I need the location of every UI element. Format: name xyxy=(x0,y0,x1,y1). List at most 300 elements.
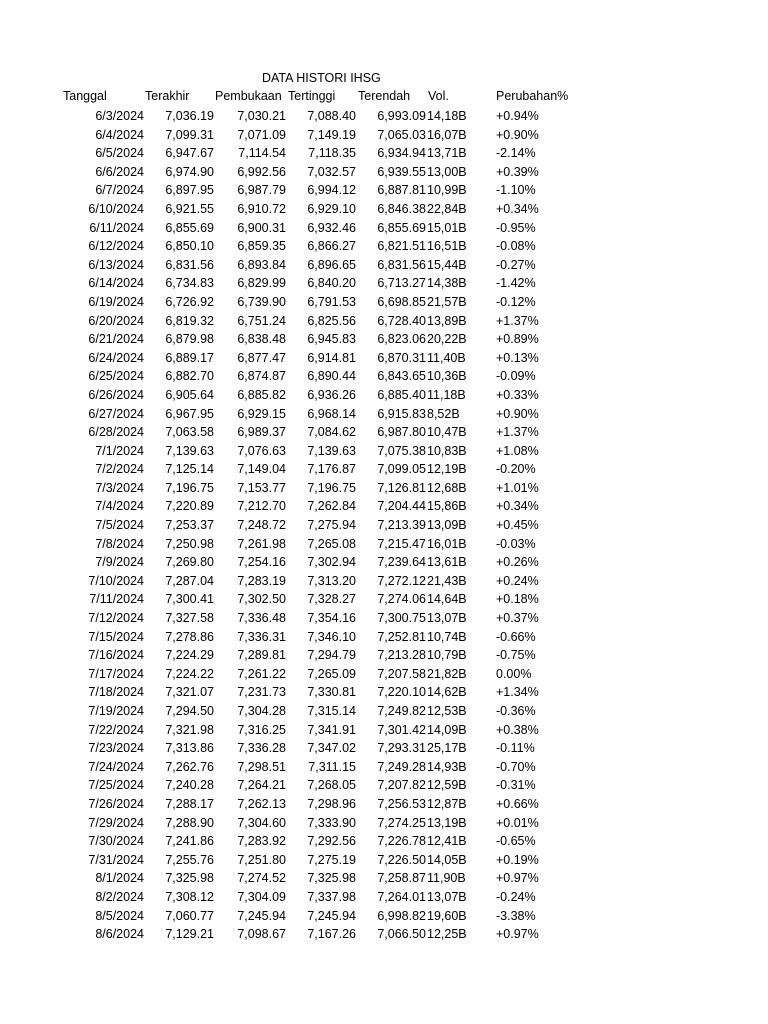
change-cell: +0.97% xyxy=(496,871,539,886)
volume-cell: 16,01B xyxy=(427,536,467,551)
last-cell: 7,255.76 xyxy=(165,852,214,867)
last-cell: 7,250.98 xyxy=(165,536,214,551)
page-title: DATA HISTORI IHSG xyxy=(262,71,381,85)
date-cell: 7/8/2024 xyxy=(95,536,144,551)
last-cell: 7,300.41 xyxy=(165,592,214,607)
date-cell: 8/6/2024 xyxy=(95,927,144,942)
table-row xyxy=(0,907,768,926)
volume-cell: 15,86B xyxy=(427,499,467,514)
table-row xyxy=(0,107,768,126)
open-cell: 6,987.79 xyxy=(237,183,286,198)
change-cell: -0.31% xyxy=(496,778,536,793)
change-cell: -2.14% xyxy=(496,146,536,161)
table-row xyxy=(0,312,768,331)
low-cell: 7,204.44 xyxy=(377,499,426,514)
volume-cell: 25,17B xyxy=(427,741,467,756)
date-cell: 8/1/2024 xyxy=(95,871,144,886)
low-cell: 7,264.01 xyxy=(377,889,426,904)
change-cell: +0.90% xyxy=(496,127,539,142)
high-cell: 6,929.10 xyxy=(307,201,356,216)
last-cell: 7,327.58 xyxy=(165,611,214,626)
date-cell: 7/22/2024 xyxy=(88,722,144,737)
table-row xyxy=(0,739,768,758)
volume-cell: 20,22B xyxy=(427,332,467,347)
change-cell: +0.94% xyxy=(496,109,539,123)
high-cell: 7,311.15 xyxy=(308,759,356,774)
volume-cell: 10,99B xyxy=(427,183,467,198)
volume-cell: 14,18B xyxy=(427,109,467,123)
volume-cell: 10,74B xyxy=(427,629,467,644)
last-cell: 7,278.86 xyxy=(165,629,214,644)
low-cell: 6,870.31 xyxy=(377,350,426,365)
last-cell: 7,125.14 xyxy=(165,462,214,477)
table-row xyxy=(0,814,768,833)
change-cell: +1.08% xyxy=(496,443,539,458)
low-cell: 7,065.03 xyxy=(377,127,426,142)
table-row xyxy=(0,274,768,293)
high-cell: 6,936.26 xyxy=(307,387,356,402)
last-cell: 6,879.98 xyxy=(165,332,214,347)
volume-cell: 14,93B xyxy=(427,759,467,774)
low-cell: 6,855.69 xyxy=(377,220,426,235)
open-cell: 7,245.94 xyxy=(237,908,286,923)
header-volume: Vol. xyxy=(428,89,449,103)
open-cell: 6,885.82 xyxy=(237,387,286,402)
high-cell: 7,265.09 xyxy=(307,666,356,681)
high-cell: 6,840.20 xyxy=(307,276,356,291)
high-cell: 7,298.96 xyxy=(307,796,356,811)
date-cell: 6/13/2024 xyxy=(88,257,144,272)
high-cell: 7,328.27 xyxy=(307,592,356,607)
change-cell: +0.19% xyxy=(496,852,539,867)
last-cell: 7,063.58 xyxy=(165,425,214,440)
open-cell: 6,893.84 xyxy=(237,257,286,272)
last-cell: 7,196.75 xyxy=(165,480,214,495)
volume-cell: 13,09B xyxy=(427,518,467,533)
date-cell: 7/5/2024 xyxy=(95,518,144,533)
volume-cell: 21,82B xyxy=(427,666,467,681)
change-cell: -0.20% xyxy=(496,462,536,477)
open-cell: 6,829.99 xyxy=(237,276,286,291)
table-row xyxy=(0,293,768,312)
change-cell: -0.24% xyxy=(496,889,536,904)
low-cell: 7,207.82 xyxy=(377,778,426,793)
change-cell: +0.24% xyxy=(496,573,539,588)
low-cell: 6,993.09 xyxy=(377,109,426,123)
last-cell: 7,099.31 xyxy=(165,127,214,142)
high-cell: 7,313.20 xyxy=(307,573,356,588)
high-cell: 7,084.62 xyxy=(307,425,356,440)
table-row xyxy=(0,758,768,777)
open-cell: 7,030.21 xyxy=(237,109,286,123)
date-cell: 8/2/2024 xyxy=(95,889,144,904)
last-cell: 6,850.10 xyxy=(165,239,214,254)
last-cell: 6,734.83 xyxy=(165,276,214,291)
volume-cell: 10,47B xyxy=(427,425,467,440)
date-cell: 7/1/2024 xyxy=(95,443,144,458)
open-cell: 6,877.47 xyxy=(237,350,286,365)
high-cell: 6,945.83 xyxy=(307,332,356,347)
table-row xyxy=(0,516,768,535)
date-cell: 7/23/2024 xyxy=(88,741,144,756)
change-cell: +0.34% xyxy=(496,499,539,514)
open-cell: 7,076.63 xyxy=(237,443,286,458)
open-cell: 7,304.28 xyxy=(237,704,286,718)
date-cell: 6/7/2024 xyxy=(95,183,144,198)
last-cell: 7,313.86 xyxy=(165,741,214,756)
volume-cell: 13,00B xyxy=(427,164,467,179)
last-cell: 7,220.89 xyxy=(165,499,214,514)
last-cell: 7,288.17 xyxy=(165,796,214,811)
date-cell: 6/27/2024 xyxy=(88,406,144,421)
volume-cell: 10,36B xyxy=(427,369,467,384)
open-cell: 7,262.13 xyxy=(237,796,286,811)
date-cell: 6/3/2024 xyxy=(95,109,144,123)
high-cell: 7,330.81 xyxy=(307,685,356,700)
change-cell: +0.34% xyxy=(496,201,539,216)
open-cell: 6,929.15 xyxy=(237,406,286,421)
change-cell: 0.00% xyxy=(496,666,532,681)
change-cell: +0.13% xyxy=(496,350,539,365)
low-cell: 6,698.85 xyxy=(377,294,426,309)
change-cell: -0.11% xyxy=(496,741,535,756)
volume-cell: 21,57B xyxy=(427,294,467,309)
volume-cell: 15,44B xyxy=(427,257,467,272)
table-row xyxy=(0,479,768,498)
table-row xyxy=(0,460,768,479)
high-cell: 7,118.35 xyxy=(308,146,356,161)
date-cell: 7/3/2024 xyxy=(95,480,144,495)
high-cell: 7,354.16 xyxy=(307,611,356,626)
high-cell: 7,176.87 xyxy=(307,462,356,477)
change-cell: -0.66% xyxy=(496,629,536,644)
table-row xyxy=(0,442,768,461)
volume-cell: 8,52B xyxy=(427,406,460,421)
volume-cell: 12,87B xyxy=(427,796,467,811)
last-cell: 6,967.95 xyxy=(165,406,214,421)
table-row xyxy=(0,795,768,814)
low-cell: 7,272.12 xyxy=(377,573,426,588)
volume-cell: 12,53B xyxy=(427,704,467,718)
last-cell: 6,882.70 xyxy=(165,369,214,384)
change-cell: +0.39% xyxy=(496,164,539,179)
low-cell: 7,207.58 xyxy=(377,666,426,681)
date-cell: 7/19/2024 xyxy=(88,704,144,718)
date-cell: 7/9/2024 xyxy=(95,555,144,570)
low-cell: 6,987.80 xyxy=(377,425,426,440)
volume-cell: 13,07B xyxy=(427,889,467,904)
date-cell: 7/30/2024 xyxy=(88,834,144,849)
last-cell: 7,287.04 xyxy=(165,573,214,588)
table-row xyxy=(0,553,768,572)
volume-cell: 11,18B xyxy=(427,387,466,402)
volume-cell: 22,84B xyxy=(427,201,467,216)
last-cell: 6,819.32 xyxy=(165,313,214,328)
open-cell: 7,251.80 xyxy=(237,852,286,867)
change-cell: -0.95% xyxy=(496,220,536,235)
open-cell: 7,336.28 xyxy=(237,741,286,756)
high-cell: 7,302.94 xyxy=(307,555,356,570)
high-cell: 7,333.90 xyxy=(307,815,356,830)
change-cell: -0.09% xyxy=(496,369,536,384)
table-row xyxy=(0,590,768,609)
low-cell: 7,258.87 xyxy=(377,871,426,886)
change-cell: +1.34% xyxy=(496,685,539,700)
date-cell: 6/28/2024 xyxy=(88,425,144,440)
low-cell: 7,215.47 xyxy=(377,536,426,551)
high-cell: 7,088.40 xyxy=(307,109,356,123)
open-cell: 7,098.67 xyxy=(237,927,286,942)
last-cell: 7,060.77 xyxy=(165,908,214,923)
high-cell: 6,825.56 xyxy=(307,313,356,328)
high-cell: 7,292.56 xyxy=(307,834,356,849)
last-cell: 7,269.80 xyxy=(165,555,214,570)
date-cell: 7/11/2024 xyxy=(89,592,144,607)
volume-cell: 12,41B xyxy=(427,834,467,849)
table-row xyxy=(0,423,768,442)
open-cell: 7,316.25 xyxy=(237,722,286,737)
high-cell: 7,315.14 xyxy=(307,704,356,718)
change-cell: +0.38% xyxy=(496,722,539,737)
low-cell: 7,066.50 xyxy=(377,927,426,942)
volume-cell: 13,19B xyxy=(427,815,467,830)
volume-cell: 15,01B xyxy=(427,220,467,235)
high-cell: 7,294.79 xyxy=(307,648,356,663)
high-cell: 7,275.19 xyxy=(307,852,356,867)
high-cell: 6,896.65 xyxy=(307,257,356,272)
open-cell: 7,302.50 xyxy=(237,592,286,607)
date-cell: 7/18/2024 xyxy=(88,685,144,700)
low-cell: 7,226.50 xyxy=(377,852,426,867)
high-cell: 6,866.27 xyxy=(307,239,356,254)
table-row xyxy=(0,349,768,368)
table-row xyxy=(0,405,768,424)
volume-cell: 12,25B xyxy=(427,927,467,942)
date-cell: 7/12/2024 xyxy=(88,611,144,626)
date-cell: 7/26/2024 xyxy=(88,796,144,811)
open-cell: 7,336.31 xyxy=(237,629,286,644)
change-cell: +1.37% xyxy=(496,313,539,328)
low-cell: 6,713.27 xyxy=(377,276,426,291)
open-cell: 7,254.16 xyxy=(237,555,286,570)
header-last: Terakhir xyxy=(145,89,190,103)
last-cell: 7,321.07 xyxy=(165,685,214,700)
high-cell: 6,994.12 xyxy=(307,183,356,198)
date-cell: 8/5/2024 xyxy=(95,908,144,923)
high-cell: 6,890.44 xyxy=(307,369,356,384)
last-cell: 7,288.90 xyxy=(165,815,214,830)
open-cell: 7,336.48 xyxy=(237,611,286,626)
low-cell: 6,887.81 xyxy=(377,183,426,198)
header-change: Perubahan% xyxy=(496,89,569,103)
last-cell: 6,905.64 xyxy=(165,387,214,402)
open-cell: 6,751.24 xyxy=(237,313,286,328)
last-cell: 6,855.69 xyxy=(165,220,214,235)
open-cell: 6,739.90 xyxy=(237,294,286,309)
date-cell: 7/10/2024 xyxy=(88,573,144,588)
table-row xyxy=(0,683,768,702)
date-cell: 6/21/2024 xyxy=(88,332,144,347)
open-cell: 7,261.98 xyxy=(237,536,286,551)
change-cell: +1.37% xyxy=(496,425,539,440)
date-cell: 6/19/2024 xyxy=(88,294,144,309)
open-cell: 7,212.70 xyxy=(237,499,286,514)
date-cell: 6/26/2024 xyxy=(88,387,144,402)
table-row xyxy=(0,219,768,238)
table-row xyxy=(0,237,768,256)
open-cell: 6,874.87 xyxy=(237,369,286,384)
high-cell: 6,932.46 xyxy=(307,220,356,235)
change-cell: -0.03% xyxy=(496,536,536,551)
open-cell: 7,283.92 xyxy=(237,834,286,849)
change-cell: +0.26% xyxy=(496,555,539,570)
high-cell: 7,341.91 xyxy=(307,722,356,737)
change-cell: -1.10% xyxy=(496,183,536,198)
volume-cell: 12,19B xyxy=(427,462,467,477)
low-cell: 6,823.06 xyxy=(377,332,426,347)
volume-cell: 10,79B xyxy=(427,648,467,663)
high-cell: 7,032.57 xyxy=(307,164,356,179)
high-cell: 7,346.10 xyxy=(307,629,356,644)
open-cell: 7,114.54 xyxy=(238,146,286,161)
change-cell: -0.27% xyxy=(496,257,536,272)
table-row xyxy=(0,721,768,740)
high-cell: 7,268.05 xyxy=(307,778,356,793)
low-cell: 7,252.81 xyxy=(377,629,426,644)
open-cell: 7,071.09 xyxy=(237,127,286,142)
open-cell: 7,248.72 xyxy=(237,518,286,533)
change-cell: +0.18% xyxy=(496,592,539,607)
change-cell: -1.42% xyxy=(496,276,536,291)
low-cell: 7,213.39 xyxy=(377,518,426,533)
table-row xyxy=(0,367,768,386)
table-row xyxy=(0,665,768,684)
open-cell: 6,989.37 xyxy=(237,425,286,440)
header-low: Terendah xyxy=(358,89,411,103)
volume-cell: 14,38B xyxy=(427,276,467,291)
table-row xyxy=(0,609,768,628)
open-cell: 7,264.21 xyxy=(237,778,286,793)
volume-cell: 13,71B xyxy=(427,146,467,161)
volume-cell: 21,43B xyxy=(427,573,467,588)
low-cell: 7,274.25 xyxy=(377,815,426,830)
low-cell: 7,300.75 xyxy=(377,611,426,626)
open-cell: 7,283.19 xyxy=(237,573,286,588)
volume-cell: 13,61B xyxy=(427,555,467,570)
date-cell: 6/10/2024 xyxy=(88,201,144,216)
volume-cell: 11,90B xyxy=(427,871,466,886)
low-cell: 6,846.38 xyxy=(377,201,426,216)
high-cell: 7,245.94 xyxy=(307,908,356,923)
volume-cell: 13,89B xyxy=(427,313,467,328)
high-cell: 6,791.53 xyxy=(307,294,356,309)
date-cell: 6/6/2024 xyxy=(95,164,144,179)
last-cell: 7,240.28 xyxy=(165,778,214,793)
high-cell: 7,325.98 xyxy=(307,871,356,886)
last-cell: 7,253.37 xyxy=(165,518,214,533)
open-cell: 7,304.60 xyxy=(237,815,286,830)
high-cell: 7,262.84 xyxy=(307,499,356,514)
last-cell: 6,726.92 xyxy=(165,294,214,309)
volume-cell: 11,40B xyxy=(427,350,466,365)
header-open: Pembukaan xyxy=(215,89,282,103)
table-row xyxy=(0,181,768,200)
date-cell: 7/16/2024 xyxy=(88,648,144,663)
low-cell: 7,249.28 xyxy=(377,759,426,774)
high-cell: 7,167.26 xyxy=(307,927,356,942)
change-cell: +0.90% xyxy=(496,406,539,421)
open-cell: 7,274.52 xyxy=(237,871,286,886)
volume-cell: 13,07B xyxy=(427,611,467,626)
table-row xyxy=(0,925,768,944)
change-cell: +0.45% xyxy=(496,518,539,533)
high-cell: 6,968.14 xyxy=(307,406,356,421)
high-cell: 7,347.02 xyxy=(307,741,356,756)
low-cell: 7,075.38 xyxy=(377,443,426,458)
table-row xyxy=(0,386,768,405)
last-cell: 7,224.29 xyxy=(165,648,214,663)
open-cell: 7,304.09 xyxy=(237,889,286,904)
low-cell: 7,293.31 xyxy=(377,741,426,756)
volume-cell: 14,09B xyxy=(427,722,467,737)
table-row xyxy=(0,256,768,275)
open-cell: 6,992.56 xyxy=(237,164,286,179)
high-cell: 7,275.94 xyxy=(307,518,356,533)
last-cell: 7,308.12 xyxy=(165,889,214,904)
low-cell: 6,915.83 xyxy=(377,406,426,421)
last-cell: 6,831.56 xyxy=(165,257,214,272)
low-cell: 6,939.55 xyxy=(377,164,426,179)
open-cell: 6,859.35 xyxy=(237,239,286,254)
last-cell: 7,325.98 xyxy=(165,871,214,886)
date-cell: 6/24/2024 xyxy=(88,350,144,365)
open-cell: 7,289.81 xyxy=(237,648,286,663)
last-cell: 7,129.21 xyxy=(165,927,214,942)
date-cell: 7/29/2024 xyxy=(88,815,144,830)
volume-cell: 12,59B xyxy=(427,778,467,793)
change-cell: -0.36% xyxy=(496,704,536,718)
low-cell: 7,099.05 xyxy=(377,462,426,477)
last-cell: 7,224.22 xyxy=(165,666,214,681)
last-cell: 7,321.98 xyxy=(165,722,214,737)
change-cell: +0.89% xyxy=(496,332,539,347)
change-cell: +0.01% xyxy=(496,815,539,830)
volume-cell: 16,07B xyxy=(427,127,467,142)
change-cell: -0.70% xyxy=(496,759,536,774)
date-cell: 7/15/2024 xyxy=(88,629,144,644)
date-cell: 6/11/2024 xyxy=(89,220,144,235)
high-cell: 7,139.63 xyxy=(307,443,356,458)
volume-cell: 12,68B xyxy=(427,480,467,495)
last-cell: 7,036.19 xyxy=(165,109,214,123)
open-cell: 6,838.48 xyxy=(237,332,286,347)
low-cell: 6,843.65 xyxy=(377,369,426,384)
table-row xyxy=(0,702,768,721)
low-cell: 6,998.82 xyxy=(377,908,426,923)
data-table xyxy=(0,107,768,944)
low-cell: 6,934.94 xyxy=(377,146,426,161)
open-cell: 7,298.51 xyxy=(237,759,286,774)
header-date: Tanggal xyxy=(63,89,107,103)
header-high: Tertinggi xyxy=(288,89,336,103)
high-cell: 7,196.75 xyxy=(307,480,356,495)
high-cell: 7,265.08 xyxy=(307,536,356,551)
low-cell: 7,249.82 xyxy=(377,704,426,718)
date-cell: 6/4/2024 xyxy=(95,127,144,142)
last-cell: 6,889.17 xyxy=(165,350,214,365)
table-row xyxy=(0,126,768,145)
low-cell: 7,301.42 xyxy=(377,722,426,737)
